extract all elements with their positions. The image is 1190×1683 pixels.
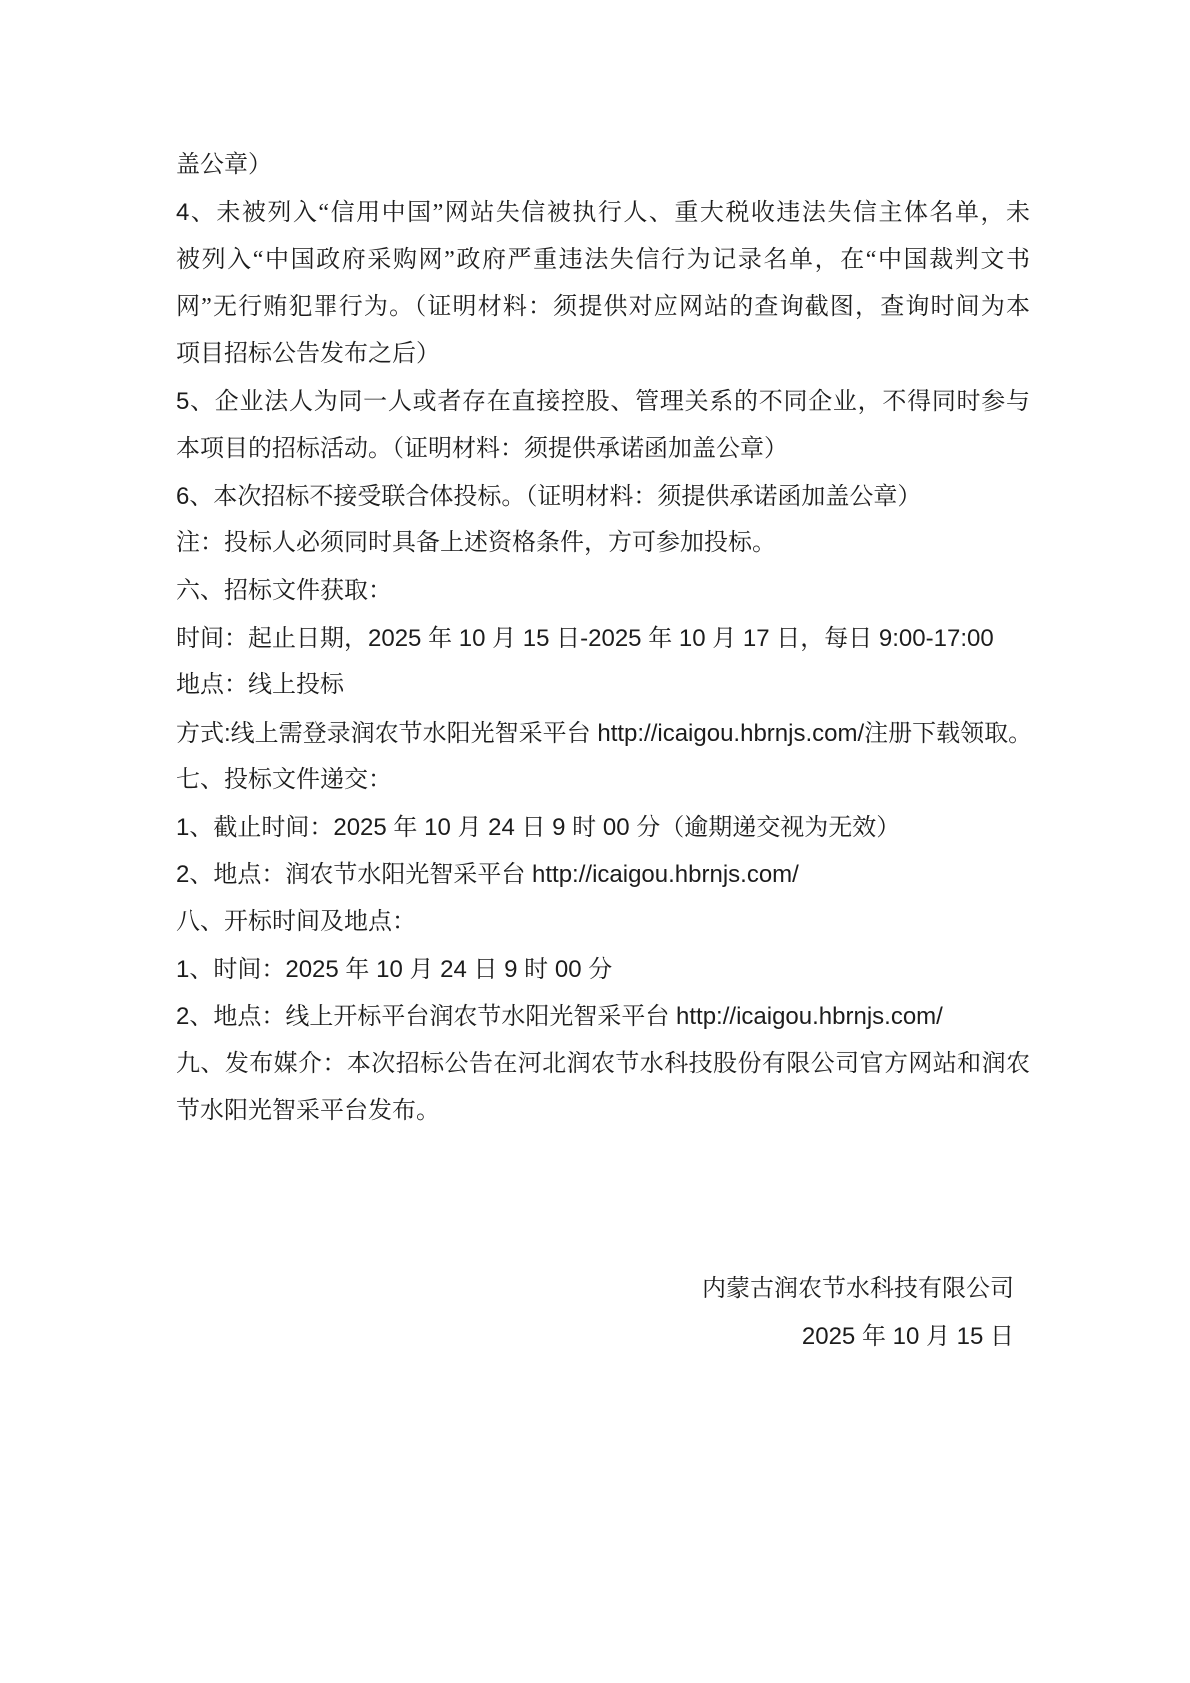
doc-line: 节水阳光智采平台发布。 bbox=[176, 1097, 440, 1124]
doc-line: 地点：线上投标 bbox=[176, 672, 344, 699]
doc-line: 4、未被列入“信用中国”网站失信被执行人、重大税收违法失信主体名单，未 bbox=[176, 199, 1030, 227]
doc-line: 1、时间：2025 年 10 月 24 日 9 时 00 分 bbox=[176, 956, 613, 984]
doc-line: 盖公章） bbox=[176, 152, 272, 178]
signature-company: 内蒙古润农节水科技有限公司 bbox=[702, 1276, 1014, 1302]
doc-line: 5、企业法人为同一人或者存在直接控股、管理关系的不同企业，不得同时参与 bbox=[176, 388, 1030, 416]
signature-date: 2025 年 10 月 15 日 bbox=[801, 1323, 1014, 1351]
doc-line: 2、地点：线上开标平台润农节水阳光智采平台 http://icaigou.hbrnjs.com/ bbox=[176, 1003, 943, 1031]
document-body bbox=[176, 142, 1033, 1135]
doc-line: 九、发布媒介：本次招标公告在河北润农节水科技股份有限公司官方网站和润农 bbox=[176, 1050, 1030, 1077]
doc-line: 2、地点：润农节水阳光智采平台 http://icaigou.hbrnjs.com/ bbox=[176, 861, 799, 889]
doc-line: 网”无行贿犯罪行为。（证明材料：须提供对应网站的查询截图，查询时间为本 bbox=[176, 293, 1030, 320]
doc-line: 注：投标人必须同时具备上述资格条件，方可参加投标。 bbox=[176, 530, 776, 557]
doc-line: 时间：起止日期，2025 年 10 月 15 日-2025 年 10 月 17 日，每日 9:00-17:00 bbox=[176, 624, 994, 652]
doc-line: 项目招标公告发布之后） bbox=[176, 341, 440, 368]
doc-line: 本项目的招标活动。（证明材料：须提供承诺函加盖公章） bbox=[176, 435, 788, 462]
doc-section-heading: 六、招标文件获取： bbox=[176, 577, 392, 604]
doc-line: 6、本次招标不接受联合体投标。（证明材料：须提供承诺函加盖公章） bbox=[176, 483, 922, 511]
doc-section-heading: 七、投标文件递交： bbox=[176, 766, 392, 793]
signature-block bbox=[176, 1266, 1030, 1361]
doc-line: 1、截止时间：2025 年 10 月 24 日 9 时 00 分（逾期递交视为无效） bbox=[176, 814, 901, 842]
doc-section-heading: 八、开标时间及地点： bbox=[176, 908, 416, 935]
doc-line: 方式:线上需登录润农节水阳光智采平台 http://icaigou.hbrnjs.com/注册下载领取。 bbox=[176, 719, 1033, 747]
doc-line: 被列入“中国政府采购网”政府严重违法失信行为记录名单，在“中国裁判文书 bbox=[176, 246, 1030, 273]
